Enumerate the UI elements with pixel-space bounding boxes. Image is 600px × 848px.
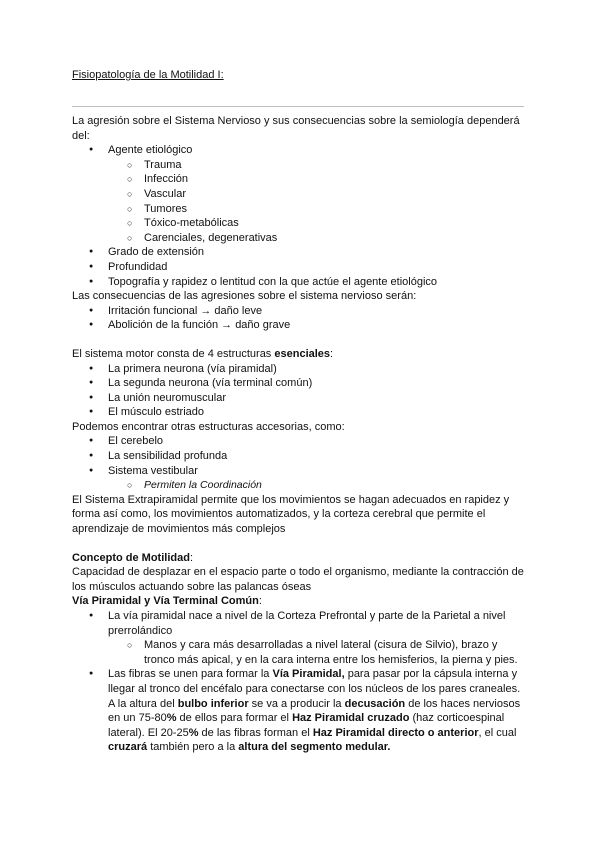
list-item [72, 667, 528, 755]
consequences-intro: Las consecuencias de las agresiones sobre el sistema nervioso serán: [72, 290, 417, 303]
list-item: ● Sistema vestibular [72, 464, 528, 479]
bold-text: % [188, 726, 199, 739]
accessory-list [72, 434, 528, 492]
bold-text: Haz Piramidal cruzado [292, 712, 410, 725]
accessory-intro: Podemos encontrar otras estructuras accesorias, como: [72, 420, 345, 433]
list-item: ● El músculo estriado [72, 405, 528, 420]
bold-text: Concepto de Motilidad [72, 551, 190, 564]
list-item: ○ Trauma [72, 158, 528, 173]
horizontal-rule [72, 106, 524, 107]
motility-definition: Capacidad de desplazar en el espacio parte o todo el organismo, mediante la contracción de los músculos actuando sobre las palancas óseas [72, 566, 524, 593]
list-item: ○ Tumores [72, 202, 528, 217]
list-item: ● Agente etiológico [72, 143, 528, 158]
bold-text: Vía Piramidal, [272, 668, 345, 681]
bold-text: Haz Piramidal directo o anterior [312, 726, 479, 739]
list-item: ○ Permiten la Coordinación [72, 478, 528, 493]
document-body [72, 114, 528, 755]
text-run: de las fibras forman el [198, 726, 313, 739]
list-item: ● Grado de extensión [72, 245, 528, 260]
text-run: : [330, 347, 334, 360]
pathway-heading [72, 594, 528, 609]
list-item: ● Abolición de la función → daño grave [72, 318, 528, 333]
text-run: de ellos para formar el [176, 712, 293, 725]
document-title: Fisiopatología de la Motilidad I: [72, 69, 224, 81]
motor-intro [72, 347, 528, 362]
text-run: se va a producir la [248, 697, 345, 710]
consequences-list [72, 304, 528, 333]
list-item: ● Irritación funcional → daño leve [72, 304, 528, 319]
motor-list [72, 362, 528, 420]
text-run: (haz corticoespinal lateral). El 20-25 [108, 712, 505, 739]
text-run: también pero a la [147, 741, 239, 754]
list-item: ● La unión neuromuscular [72, 391, 528, 406]
bold-text: altura del segmento medular. [238, 741, 391, 754]
bold-text: cruzará [108, 741, 148, 754]
motility-heading [72, 551, 528, 566]
paragraph-gap [72, 537, 528, 551]
text-run: Las fibras se unen para formar la [108, 668, 273, 681]
list-item: ○ Manos y cara más desarrolladas a nivel lateral (cisura de Silvio), brazo y tronco más apical, y en la cara interna entre los hemisferios, la pierna y pies. [72, 638, 528, 667]
text-run: : [189, 551, 194, 564]
list-item: ○ Infección [72, 172, 528, 187]
list-item: ● Topografía y rapidez o lentitud con la que actúe el agente etiológico [72, 275, 528, 290]
text-run: para pasar por la cápsula interna y llegar al tronco del encéfalo para conectarse con los núcleos de los pares craneales. A la altura del [108, 668, 521, 710]
text-run: : [258, 595, 262, 608]
bold-text: % [166, 712, 177, 725]
bold-text: esenciales [274, 347, 331, 360]
bold-text: bulbo inferior [177, 697, 249, 710]
extrapyramidal-paragraph: El Sistema Extrapiramidal permite que los movimientos se hagan adecuados en rapidez y forma así como, los movimientos automatizados, y la corteza cerebral que permite el aprendizaje de movimientos más complejos [72, 493, 510, 536]
intro-paragraph: La agresión sobre el Sistema Nervioso y sus consecuencias sobre la semiología dependerá del: [72, 115, 520, 142]
text-run: de los haces nerviosos en un 75-80 [108, 697, 521, 725]
list-item: ● Profundidad [72, 260, 528, 275]
list-item: ○ Vascular [72, 187, 528, 202]
list-item: ● La primera neurona (vía piramidal) [72, 362, 528, 377]
pathway-list [72, 609, 528, 755]
factors-list [72, 143, 528, 289]
list-item: ● La vía piramidal nace a nivel de la Corteza Prefrontal y parte de la Parietal a nivel prerrolándico [72, 609, 528, 638]
text-run: , el cual [478, 726, 517, 739]
list-item: ● El cerebelo [72, 434, 528, 449]
list-item: ● La sensibilidad profunda [72, 449, 528, 464]
list-item: ● La segunda neurona (vía terminal común) [72, 376, 528, 391]
bold-text: Vía Piramidal y Vía Terminal Común [72, 595, 259, 608]
text-run: El sistema motor consta de 4 estructuras [72, 347, 275, 360]
list-item: ○ Carenciales, degenerativas [72, 231, 528, 246]
paragraph-gap [72, 333, 528, 347]
bold-text: decusación [344, 697, 406, 710]
list-item: ○ Tóxico-metabólicas [72, 216, 528, 231]
